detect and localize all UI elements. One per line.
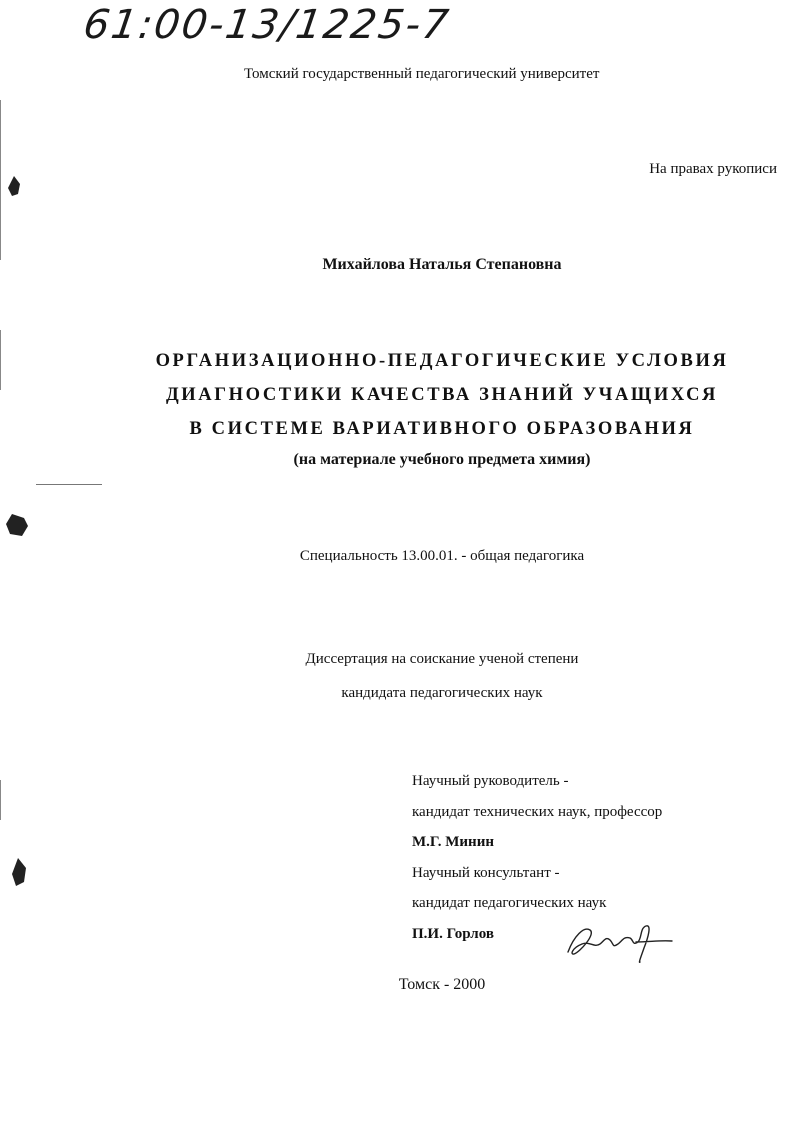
title-subtitle: (на материале учебного предмета химия) bbox=[293, 451, 591, 468]
punch-hole-mark bbox=[8, 856, 28, 888]
dissertation-line-1: Диссертация на соискание ученой степени bbox=[305, 651, 579, 667]
title-line-2: ДИАГНОСТИКИ КАЧЕСТВА ЗНАНИЙ УЧАЩИХСЯ bbox=[165, 385, 719, 405]
handwritten-signature bbox=[560, 908, 680, 968]
punch-hole-mark bbox=[4, 512, 30, 538]
punch-hole-mark bbox=[4, 174, 24, 198]
scan-edge-line bbox=[0, 100, 1, 260]
title-line-3: В СИСТЕМЕ ВАРИАТИВНОГО ОБРАЗОВАНИЯ bbox=[189, 419, 695, 439]
scan-rule-line bbox=[36, 484, 102, 485]
rights-note: На правах рукописи bbox=[649, 161, 777, 177]
consultant-degree: кандидат педагогических наук bbox=[412, 895, 607, 911]
scan-edge-line bbox=[0, 330, 1, 390]
consultant-role: Научный консультант - bbox=[412, 864, 560, 881]
specialty: Специальность 13.00.01. - общая педагогика bbox=[299, 548, 585, 564]
supervisor-role: Научный руководитель - bbox=[412, 773, 569, 789]
author-name: Михайлова Наталья Степановна bbox=[322, 256, 562, 273]
dissertation-description bbox=[0, 642, 794, 710]
scan-edge-line bbox=[0, 780, 1, 820]
supervisor-name: М.Г. Минин bbox=[412, 834, 494, 850]
thesis-title bbox=[0, 344, 794, 474]
city-year: Томск - 2000 bbox=[398, 976, 486, 993]
dissertation-line-2: кандидата педагогических наук bbox=[341, 685, 543, 701]
title-line-1: ОРГАНИЗАЦИОННО-ПЕДАГОГИЧЕСКИЕ УСЛОВИЯ bbox=[155, 351, 729, 371]
consultant-name: П.И. Горлов bbox=[412, 925, 494, 942]
university-name: Томский государственный педагогический университет bbox=[244, 66, 600, 82]
archive-code-handwritten: 61:00-13/1225-7 bbox=[80, 2, 453, 48]
supervisor-degree: кандидат технических наук, профессор bbox=[412, 803, 663, 820]
